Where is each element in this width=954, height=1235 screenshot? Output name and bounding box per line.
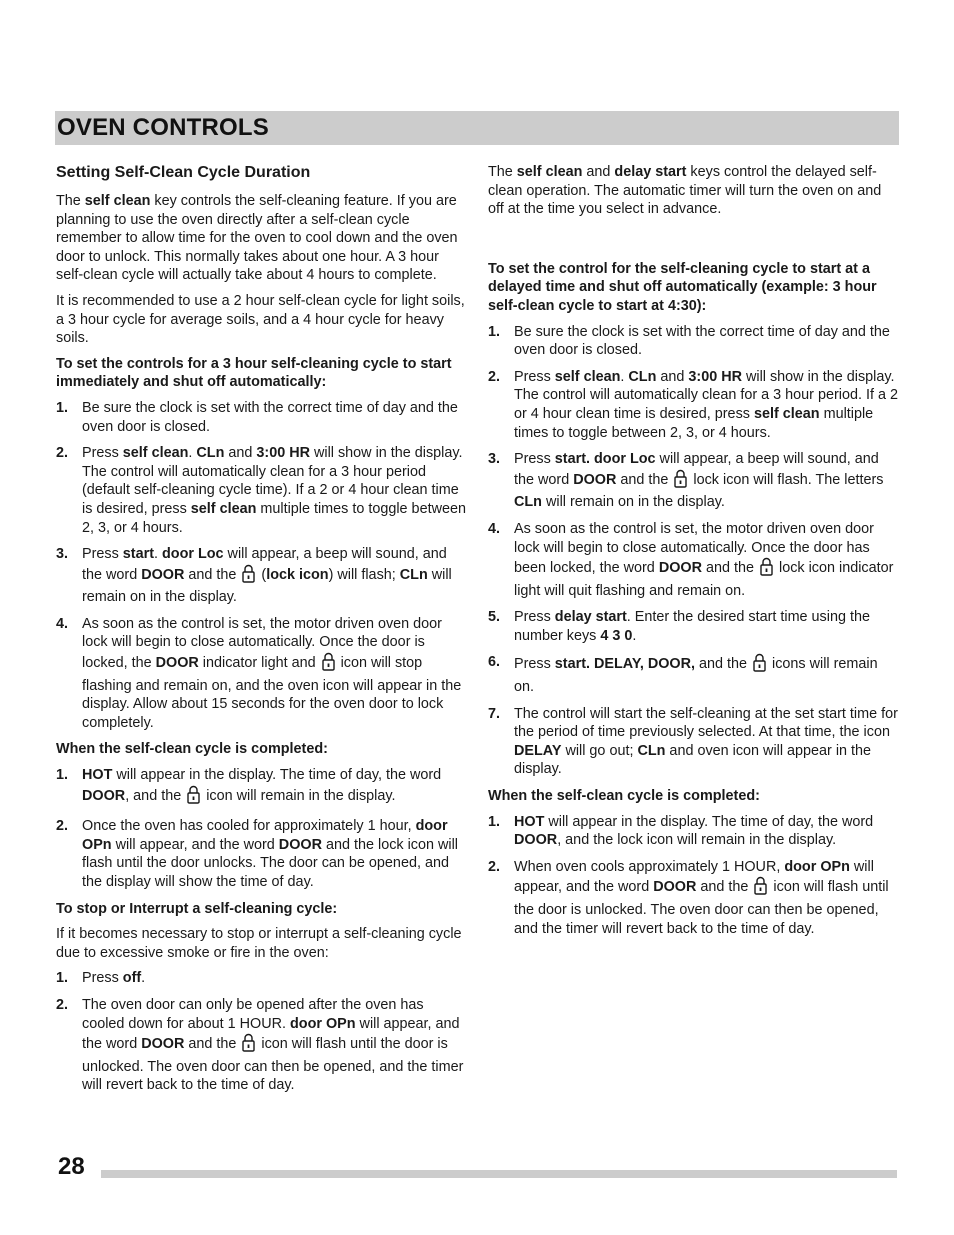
lock-icon — [322, 652, 335, 677]
lock-icon — [760, 557, 773, 582]
list-item: 2. Once the oven has cooled for approximately 1 hour, door OPn will appear, and the word DOOR and the lock icon will flash until the door unlocks. The door can be opened, and the display will show the time of day. — [56, 818, 458, 890]
list-item: 2. When oven cools approximately 1 HOUR, door OPn will appear, and the word DOOR and the icon will flash until the door is unlocked. The oven door can then be opened, and the timer will revert back to the time of day. — [488, 858, 889, 937]
subheading-stop-cycle: To stop or Interrupt a self-cleaning cycle: — [56, 900, 338, 917]
immediate-clean-steps — [56, 399, 467, 733]
lock-icon — [674, 469, 687, 494]
subheading-immediate-clean: To set the controls for a 3 hour self-cleaning cycle to start immediately and shut off automatically: — [56, 355, 452, 391]
delayed-intro-paragraph: The self clean and delay start keys control the delayed self-clean operation. The automatic timer will turn the oven on and off at the time you select in advance. — [488, 164, 882, 218]
list-item: 4. As soon as the control is set, the motor driven oven door lock will begin to close automatically. Once the door has been locked, the word DOOR and the lock icon indicator light will quit flashing and remain on. — [488, 520, 894, 599]
clean-completed-steps — [488, 813, 900, 939]
right-column — [488, 163, 900, 946]
list-item: 1. Press off. — [56, 970, 146, 987]
lock-icon — [187, 785, 200, 810]
recommend-paragraph: It is recommended to use a 2 hour self-clean cycle for light soils, a 3 hour cycle for average soils, and a 4 hour cycle for heavy soils. — [56, 292, 465, 347]
list-item: 3. Press start. door Loc will appear, a beep will sound, and the word DOOR and the (lock icon) will flash; CLn will remain on in the display. — [56, 546, 452, 606]
list-item: 1. Be sure the clock is set with the correct time of day and the oven door is closed. — [488, 323, 890, 359]
list-item: 1. HOT will appear in the display. The time of day, the word DOOR, and the lock icon will remain in the display. — [488, 813, 874, 849]
list-item: 1. HOT will appear in the display. The time of day, the word DOOR, and the icon will remain in the display. — [56, 766, 467, 809]
list-item: 2. Press self clean. CLn and 3:00 HR will show in the display. The control will automatically clean for a 3 hour period (default self-cleaning cycle time). If a 2 or 4 hour clean time is desired, press self clean multiple times to toggle between 2, 3, or 4 hours. — [56, 445, 466, 536]
stop-intro-paragraph: If it becomes necessary to stop or interrupt a self-cleaning cycle due to excessive smoke or fire in the oven: — [56, 926, 462, 961]
subheading-delayed-clean: To set the control for the self-cleaning cycle to start at a delayed time and shut off automatically (example: 3 hour self-clean cycle to start at 4:30): — [488, 260, 877, 314]
list-item: 6. Press start. DELAY, DOOR, and the icons will remain on. — [488, 654, 878, 696]
list-item: 3. Press start. door Loc will appear, a beep will sound, and the word DOOR and the lock icon will flash. The letters CLn will remain on in the display. — [488, 451, 884, 511]
list-item: 5. Press delay start. Enter the desired start time using the number keys 4 3 0. — [488, 609, 870, 644]
clean-completed-steps — [56, 766, 467, 892]
list-item: 7. The control will start the self-cleaning at the set start time for the period of time previously selected. At that time, the icon DELAY will go out; CLn and oven icon will appear in the display. — [488, 705, 898, 778]
list-item: 4. As soon as the control is set, the motor driven oven door lock will begin to close automatically. Once the door is locked, the DOOR indicator light and icon will stop flashing and remain on, and the oven icon will appear in the display. Allow about 15 seconds for the oven door to lock completely. — [56, 615, 462, 731]
stop-cycle-steps — [56, 969, 467, 1095]
list-item: 2. Press self clean. CLn and 3:00 HR will show in the display. The control will automatically clean for a 3 hour period. If a 2 or 4 hour clean time is desired, press self clean multiple times to toggle between 2, 3, or 4 hours. — [488, 368, 898, 441]
footer-rule — [101, 1170, 897, 1178]
subheading-clean-completed: When the self-clean cycle is completed: — [56, 741, 328, 758]
subheading-clean-completed: When the self-clean cycle is completed: — [488, 788, 760, 805]
spacer — [488, 226, 900, 260]
lock-icon — [753, 653, 766, 678]
lock-icon — [242, 564, 255, 589]
lock-icon — [754, 876, 767, 901]
delayed-clean-steps — [488, 323, 900, 779]
lock-icon — [242, 1033, 255, 1058]
left-column — [56, 163, 467, 1103]
section-banner — [55, 111, 899, 145]
intro-paragraph: The self clean key controls the self-cleaning feature. If you are planning to use the oven directly after a self-clean cycle remember to allow time for the oven to cool down and the oven door to unlock. This normally takes about one hour. A 3 hour self-clean cycle will actually take about 4 hours to complete. — [56, 193, 458, 284]
list-item: 2. The oven door can only be opened after the oven has cooled down for about 1 HOUR. door OPn will appear, and the word DOOR and the icon will flash until the door is unlocked. The oven door can then be opened, and the timer will revert back to the time of day. — [56, 996, 464, 1094]
page-title: OVEN CONTROLS — [57, 114, 269, 141]
page-number: 28 — [58, 1153, 85, 1180]
list-item: 1. Be sure the clock is set with the correct time of day and the oven door is closed. — [56, 399, 458, 435]
section-heading: Setting Self-Clean Cycle Duration — [56, 164, 311, 181]
